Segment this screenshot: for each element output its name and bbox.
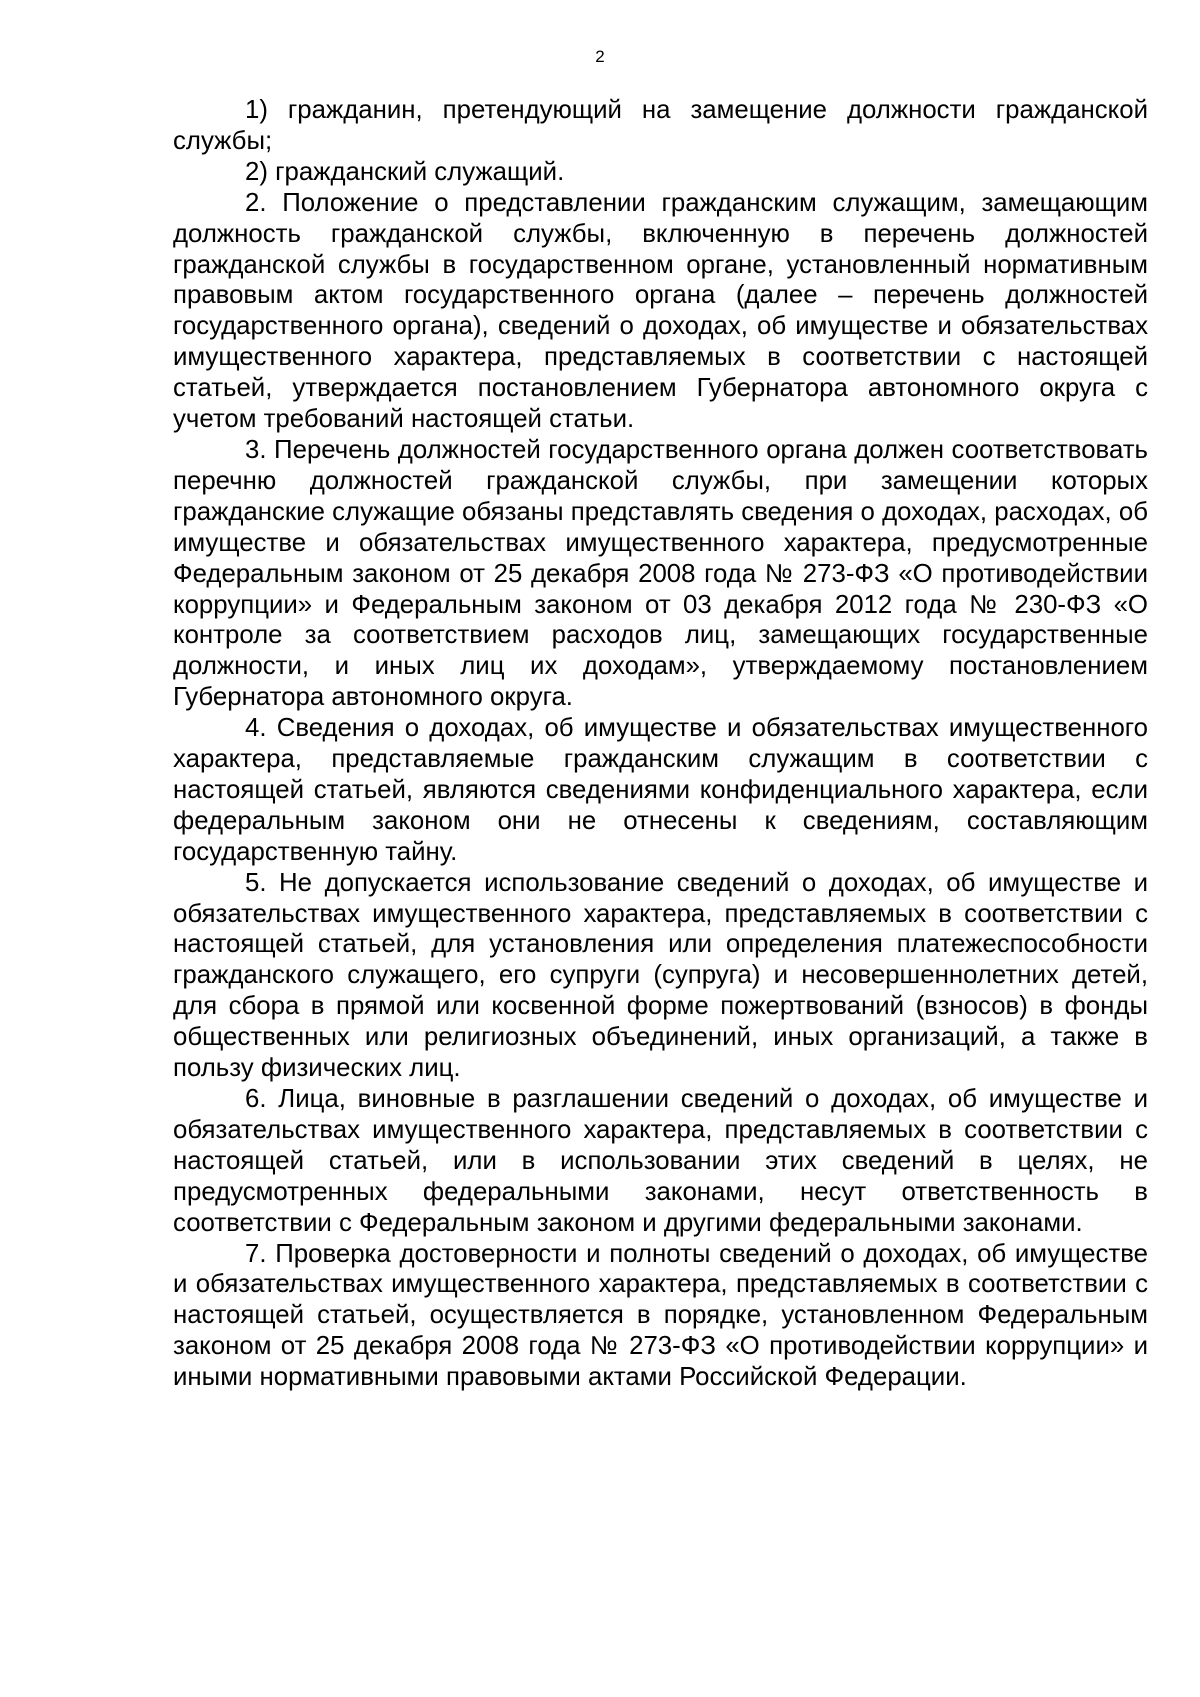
- document-body: [173, 95, 1148, 1393]
- page-number: 2: [595, 47, 605, 66]
- paragraph-section-2: 2. Положение о представлении гражданским служащим, замещающим должность гражданской службы, включенную в перечень должностей гражданской службы в государственном органе, установленный нормативным правовым актом государственного органа (далее – перечень должностей государственного органа), сведений о доходах, об имуществе и обязательствах имущественного характера, представляемых в соответствии с настоящей статьей, утверждается постановлением Губернатора автономного округа с учетом требований настоящей статьи.: [173, 188, 1148, 434]
- paragraph-section-5: 5. Не допускается использование сведений о доходах, об имуществе и обязательствах имущественного характера, представляемых в соответствии с настоящей статьей, для установления или определения платежеспособности гражданского служащего, его супруги (супруга) и несовершеннолетних детей, для сбора в прямой или косвенной форме пожертвований (взносов) в фонды общественных или религиозных объединений, иных организаций, а также в пользу физических лиц.: [173, 868, 1148, 1083]
- paragraph-section-4: 4. Сведения о доходах, об имуществе и обязательствах имущественного характера, представляемые гражданским служащим в соответствии с настоящей статьей, являются сведениями конфиденциального характера, если федеральным законом они не отнесены к сведениям, составляющим государственную тайну.: [173, 714, 1148, 866]
- paragraph-section-7: 7. Проверка достоверности и полноты сведений о доходах, об имуществе и обязательствах имущественного характера, представляемых в соответствии с настоящей статьей, осуществляется в порядке, установленном Федеральным законом от 25 декабря 2008 года № 273-ФЗ «О противодействии коррупции» и иными нормативными правовыми актами Российской Федерации.: [173, 1239, 1148, 1392]
- paragraph-item-1: 1) гражданин, претендующий на замещение должности гражданской службы;: [173, 96, 1148, 155]
- paragraph-item-2: 2) гражданский служащий.: [245, 157, 565, 186]
- paragraph-section-3: 3. Перечень должностей государственного органа должен соответствовать перечню должностей гражданской службы, при замещении которых гражданские служащие обязаны представлять сведения о доходах, расходах, об имуществе и обязательствах имущественного характера, предусмотренные Федеральным законом от 25 декабря 2008 года № 273-ФЗ «О противодействии коррупции» и Федеральным законом от 03 декабря 2012 года № 230-ФЗ «О контроле за соответствием расходов лиц, замещающих государственные должности, и иных лиц их доходам», утверждаемому постановлением Губернатора автономного округа.: [173, 435, 1148, 712]
- paragraph-section-6: 6. Лица, виновные в разглашении сведений о доходах, об имуществе и обязательствах имущественного характера, представляемых в соответствии с настоящей статьей, или в использовании этих сведений в целях, не предусмотренных федеральными законами, несут ответственность в соответствии с Федеральным законом и другими федеральными законами.: [173, 1085, 1148, 1237]
